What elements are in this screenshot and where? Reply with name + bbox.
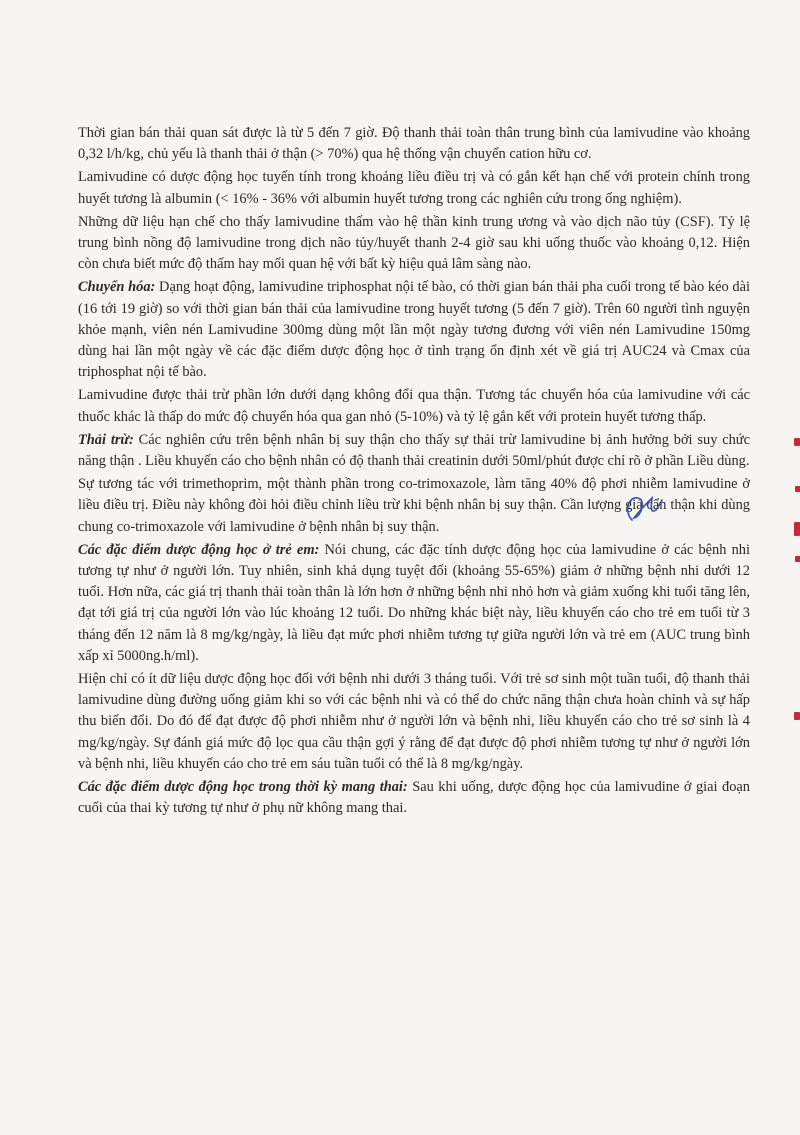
paragraph-5	[78, 385, 750, 427]
edge-mark	[795, 486, 800, 492]
edge-mark	[794, 522, 800, 536]
paragraph-3-text: Những dữ liệu hạn chế cho thấy lamivudine thấm vào hệ thần kinh trung ương và vào dịch não tủy (CSF). Tỷ lệ trung bình nồng độ lamivudine trong dịch não tủy/huyết thanh 2-4 giờ sau khi uống thuốc vào khoảng 0,12. Hiện còn chưa biết mức độ thấm hay mối quan hệ với bất kỳ hiệu quả lâm sàng nào.	[78, 213, 750, 273]
paragraph-elimination	[78, 430, 750, 472]
paragraph-pediatrics	[78, 540, 750, 667]
edge-mark	[795, 556, 800, 562]
metabolism-heading: Chuyển hóa:	[78, 279, 156, 296]
paragraph-9	[78, 669, 750, 775]
paragraph-metabolism	[78, 277, 750, 383]
paragraph-1-text: Thời gian bán thải quan sát được là từ 5 đến 7 giờ. Độ thanh thải toàn thân trung bình của lamivudine vào khoảng 0,32 l/h/kg, chủ yếu là thanh thải ở thận (> 70%) qua hệ thống vận chuyển cation hữu cơ.	[78, 125, 750, 163]
pediatrics-text: Nói chung, các đặc tính dược động học của lamivudine ở các bệnh nhi tương tự như ở người lớn. Tuy nhiên, sinh khả dụng tuyệt đối (khoảng 55-65%) giảm ở những bệnh nhi dưới 12 tuổi. Hơn nữa, các giá trị thanh thải toàn thân là lớn hơn ở những bệnh nhi nhỏ hơn và giảm xuống khi tuổi tăng lên, đạt tới giá trị của người lớn vào lúc khoảng 12 tuổi. Do những khác biệt này, liều khuyến cáo cho trẻ em tuổi từ 3 tháng đến 12 năm là 8 mg/kg/ngày, là liều đạt mức phơi nhiễm tương tự giữa người lớn và trẻ em (AUC trung bình xấp xỉ 5000ng.h/ml).	[78, 541, 751, 664]
paragraph-pregnancy	[78, 777, 750, 819]
edge-mark	[794, 438, 800, 446]
paragraph-1	[78, 123, 750, 165]
metabolism-text: Dạng hoạt động, lamivudine triphosphat nội tế bào, có thời gian bán thải pha cuối trong tế bào kéo dài (16 tới 19 giờ) so với thời gian bán thải của lamivudine trong huyết tương (5 đến 7 giờ). Trên 60 người tình nguyện khỏe mạnh, viên nén Lamivudine 300mg dùng một lần một ngày tương đương với viên nén Lamivudine 150mg dùng hai lần một ngày về các đặc điểm dược động học ở tình trạng ổn định xét về giá trị AUC24 và Cmax của triphosphat nội tế bào.	[78, 279, 750, 381]
pediatrics-heading: Các đặc điểm dược động học ở trẻ em:	[78, 541, 320, 558]
paragraph-7-text: Sự tương tác với trimethoprim, một thành phần trong co-trimoxazole, làm tăng 40% độ phơi nhiễm lamivudine ở liều điều trị. Điều này không đòi hỏi điều chỉnh liều trừ khi bệnh nhân bị suy thận. Cần lượng giá cẩn thận khi dùng chung co-trimoxazole với lamivudine ở bệnh nhân bị suy thận.	[78, 476, 750, 535]
pregnancy-heading: Các đặc điểm dược động học trong thời kỳ mang thai:	[78, 779, 408, 796]
handwritten-initials	[618, 490, 664, 530]
elimination-text: Các nghiên cứu trên bệnh nhân bị suy thận cho thấy sự thải trừ lamivudine bị ảnh hưởng bởi suy chức năng thận . Liều khuyến cáo cho bệnh nhân có độ thanh thải creatinin dưới 50ml/phút được chỉ rõ ở phần Liều dùng.	[78, 431, 750, 470]
paragraph-9-text: Hiện chỉ có ít dữ liệu dược động học đối với bệnh nhi dưới 3 tháng tuổi. Với trẻ sơ sinh một tuần tuổi, độ thanh thải lamivudine dùng đường uống giảm khi so với các bệnh nhi và có thể do chức năng thận chưa hoàn chỉnh và sự hấp thu biến đổi. Do đó để đạt được độ phơi nhiễm như ở người lớn và bệnh nhi, liều khuyến cáo cho trẻ sơ sinh là 4 mg/kg/ngày. Sự đánh giá mức độ lọc qua cầu thận gợi ý rằng để đạt được độ phơi nhiễm tương tự như ở người lớn và bệnh nhi, liều khuyến cáo cho trẻ em sáu tuần tuổi có thể là 8 mg/kg/ngày.	[78, 671, 750, 772]
paragraph-5-text: Lamivudine được thải trừ phần lớn dưới dạng không đổi qua thận. Tương tác chuyển hóa của lamivudine với các thuốc khác là thấp do mức độ chuyển hóa qua gan nhỏ (5-10%) và tỷ lệ gắn kết với protein huyết tương thấp.	[78, 387, 750, 425]
pregnancy-text: Sau khi uống, dược động học của lamivudine ở giai đoạn cuối của thai kỳ tương tự như ở phụ nữ không mang thai.	[78, 779, 751, 817]
paragraph-2	[78, 167, 750, 209]
paragraph-2-text: Lamivudine có dược động học tuyến tính trong khoảng liều điều trị và có gắn kết hạn chế với protein chính trong huyết tương là albumin (< 16% - 36% với albumin huyết tương trong các nghiên cứu trong ống nghiệm).	[78, 169, 750, 207]
edge-mark	[794, 712, 800, 720]
elimination-heading: Thải trừ:	[78, 431, 134, 448]
document-body	[78, 123, 750, 820]
paragraph-3	[78, 212, 750, 276]
